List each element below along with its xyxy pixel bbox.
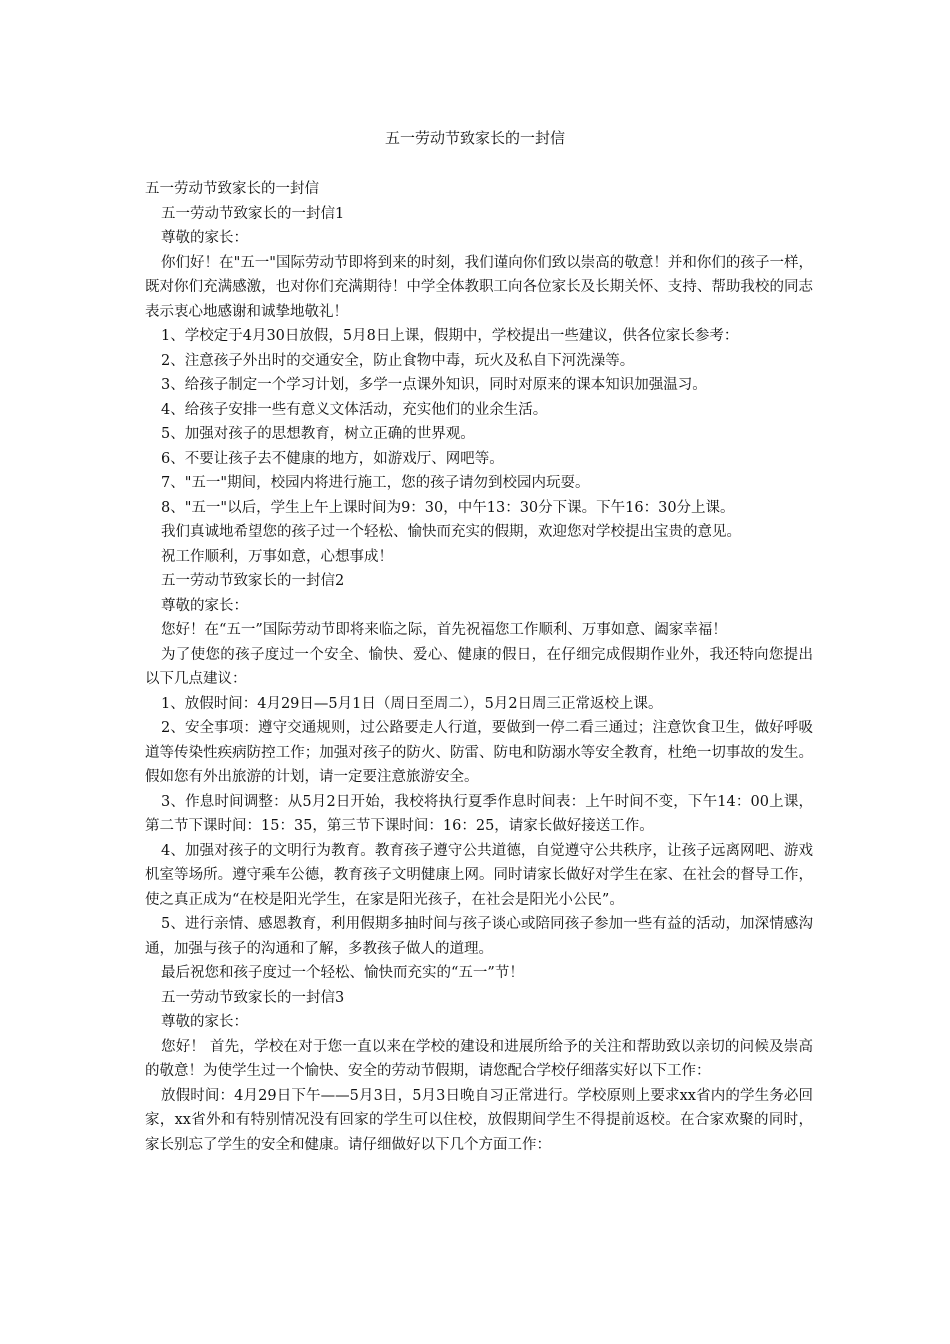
paragraph: 你们好！在"五一"国际劳动节即将到来的时刻，我们谨向你们致以崇高的敬意！并和你们的孩子一样，既对你们充满感激，也对你们充满期待！中学全体教职工向各位家长及长期关怀、支持、帮助我校的同志表示衷心地感谢和诚挚地敬礼！: [145, 254, 813, 320]
paragraph: 尊敬的家长：: [161, 230, 248, 246]
paragraph: 尊敬的家长：: [161, 597, 248, 614]
paragraph: 最后祝您和孩子度过一个轻松、愉快而充实的“五一”节！: [161, 965, 524, 981]
paragraph: 6、不要让孩子去不健康的地方，如游戏厅、网吧等。: [161, 450, 504, 467]
paragraph: 五一劳动节致家长的一封信1: [161, 205, 345, 222]
paragraph: 4、加强对孩子的文明行为教育。教育孩子遵守公共道德，自觉遵守公共秩序，让孩子远离网吧、游戏机室等场所。遵守乘车公德，教育孩子文明健康上网。同时请家长做好对学生在家、在社会的督导工作，使之真正成为“在校是阳光学生，在家是阳光孩子，在社会是阳光小公民”。: [145, 842, 813, 908]
paragraph: 为了使您的孩子度过一个安全、愉快、爱心、健康的假日，在仔细完成假期作业外，我还特向您提出以下几点建议：: [145, 646, 813, 687]
paragraph: 五一劳动节致家长的一封信2: [161, 573, 345, 589]
paragraph: 3、给孩子制定一个学习计划，多学一点课外知识，同时对原来的课本知识加强温习。: [161, 377, 707, 393]
paragraph: 我们真诚地希望您的孩子过一个轻松、愉快而充实的假期，欢迎您对学校提出宝贵的意见。: [161, 524, 741, 540]
paragraph: 1、放假时间：4月29日—5月1日（周日至周二），5月2日周三正常返校上课。: [161, 695, 663, 712]
paragraph: 3、作息时间调整：从5月2日开始，我校将执行夏季作息时间表：上午时间不变，下午14：00上课，第二节下课时间：15：35，第三节下课时间：16：25，请家长做好接送工作。: [145, 793, 813, 834]
paragraph: 您好！在“五一”国际劳动节即将来临之际，首先祝福您工作顺利、万事如意、阖家幸福！: [161, 622, 727, 638]
document-body: [145, 177, 813, 1157]
paragraph: 5、加强对孩子的思想教育，树立正确的世界观。: [161, 426, 475, 442]
paragraph: 五一劳动节致家长的一封信3: [161, 989, 345, 1006]
paragraph: 祝工作顺利，万事如意，心想事成！: [161, 548, 393, 565]
paragraph: 5、进行亲情、感恩教育，利用假期多抽时间与孩子谈心或陪同孩子参加一些有益的活动，加深情感沟通，加强与孩子的沟通和了解，多教孩子做人的道理。: [145, 916, 813, 957]
paragraph: 4、给孩子安排一些有意义文体活动，充实他们的业余生活。: [161, 401, 548, 418]
paragraph: 您好！ 首先，学校在对于您一直以来在学校的建设和进展所给予的关注和帮助致以亲切的问候及崇高的敬意！为使学生过一个愉快、安全的劳动节假期，请您配合学校仔细落实好以下工作：: [145, 1038, 813, 1079]
paragraph: 五一劳动节致家长的一封信: [145, 181, 319, 197]
paragraph: 放假时间：4月29日下午——5月3日，5月3日晚自习正常进行。学校原则上要求xx省内的学生务必回家，xx省外和有特别情况没有回家的学生可以住校，放假期间学生不得提前返校。在合家欢聚的同时，家长别忘了学生的安全和健康。请仔细做好以下几个方面工作：: [145, 1087, 813, 1153]
paragraph: 尊敬的家长：: [161, 1014, 248, 1030]
paragraph: 2、安全事项：遵守交通规则，过公路要走人行道，要做到一停二看三通过；注意饮食卫生，做好呼吸道等传染性疾病防控工作；加强对孩子的防火、防雷、防电和防溺水等安全教育，杜绝一切事故的发生。假如您有外出旅游的计划，请一定要注意旅游安全。: [145, 720, 813, 785]
paragraph: 2、注意孩子外出时的交通安全，防止食物中毒，玩火及私自下河洗澡等。: [161, 352, 635, 369]
document-title: 五一劳动节致家长的一封信: [384, 129, 565, 147]
paragraph: 8、"五一"以后，学生上午上课时间为9：30，中午13：30分下课。下午16：30分上课。: [161, 499, 735, 516]
paragraph: 7、"五一"期间，校园内将进行施工，您的孩子请勿到校园内玩耍。: [161, 475, 590, 491]
paragraph: 1、学校定于4月30日放假，5月8日上课，假期中，学校提出一些建议，供各位家长参考：: [161, 328, 739, 344]
